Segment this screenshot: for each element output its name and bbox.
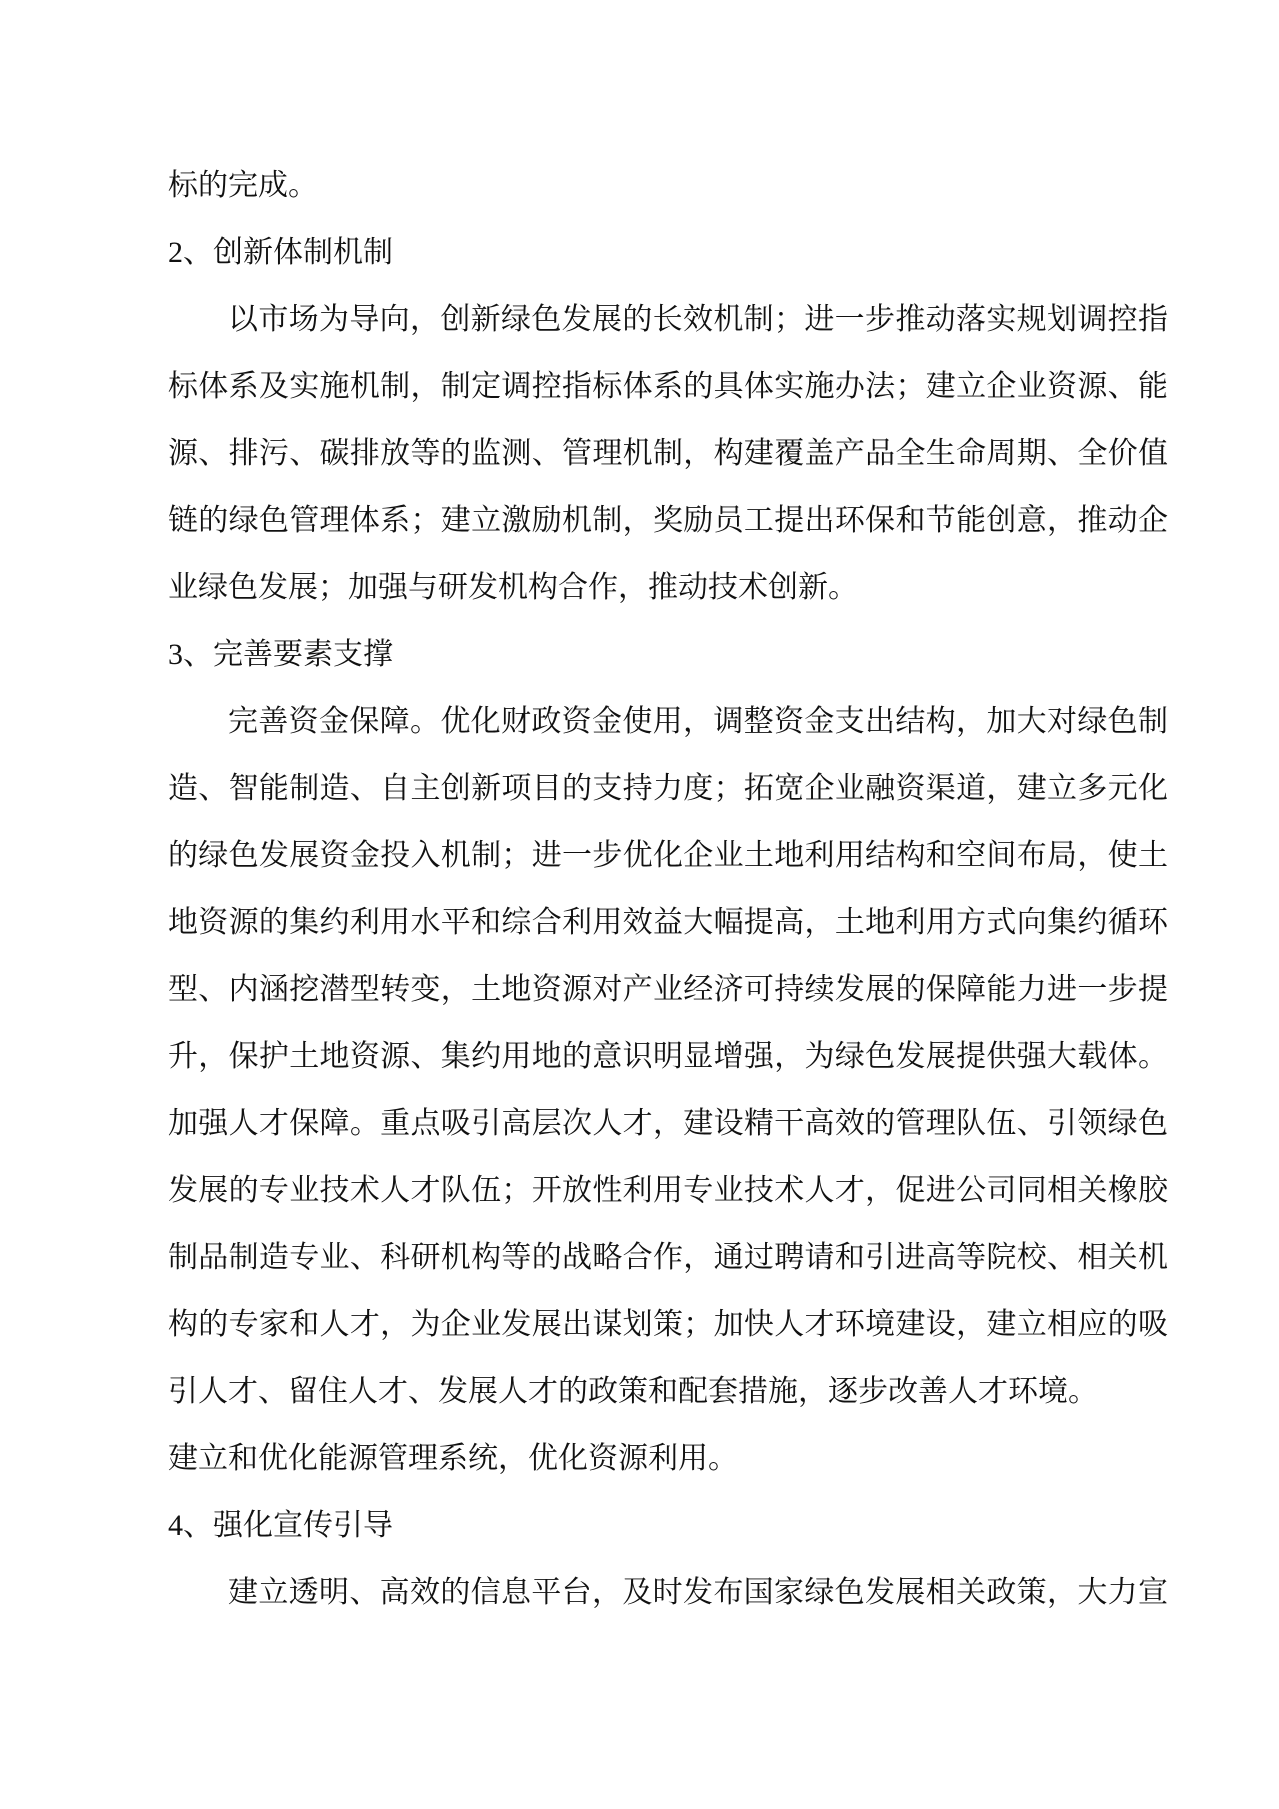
text-line: 业绿色发展；加强与研发机构合作，推动技术创新。 bbox=[168, 571, 858, 604]
document-content bbox=[168, 152, 1168, 1626]
text-line: 造、智能制造、自主创新项目的支持力度；拓宽企业融资渠道，建立多元化 bbox=[168, 772, 1168, 805]
text-line: 标的完成。 bbox=[168, 169, 318, 202]
text-line: 源、排污、碳排放等的监测、管理机制，构建覆盖产品全生命周期、全价值 bbox=[168, 437, 1168, 470]
text-line: 升，保护土地资源、集约用地的意识明显增强，为绿色发展提供强大载体。 bbox=[168, 1040, 1168, 1073]
text-line: 标体系及实施机制，制定调控指标体系的具体实施办法；建立企业资源、能 bbox=[168, 370, 1168, 403]
text-line: 型、内涵挖潜型转变，土地资源对产业经济可持续发展的保障能力进一步提 bbox=[168, 973, 1168, 1006]
text-line: 地资源的集约利用水平和综合利用效益大幅提高，土地利用方式向集约循环 bbox=[168, 906, 1168, 939]
text-line: 链的绿色管理体系；建立激励机制，奖励员工提出环保和节能创意，推动企 bbox=[168, 504, 1168, 537]
section-heading: 2、创新体制机制 bbox=[168, 236, 393, 269]
section-heading: 3、完善要素支撑 bbox=[168, 638, 393, 671]
text-line: 发展的专业技术人才队伍；开放性利用专业技术人才，促进公司同相关橡胶 bbox=[168, 1174, 1168, 1207]
text-line: 以市场为导向，创新绿色发展的长效机制；进一步推动落实规划调控指 bbox=[228, 303, 1168, 336]
text-line: 的绿色发展资金投入机制；进一步优化企业土地利用结构和空间布局，使土 bbox=[168, 839, 1168, 872]
text-line: 建立透明、高效的信息平台，及时发布国家绿色发展相关政策，大力宣 bbox=[228, 1576, 1168, 1609]
text-line: 引人才、留住人才、发展人才的政策和配套措施，逐步改善人才环境。 bbox=[168, 1375, 1098, 1408]
text-line: 完善资金保障。优化财政资金使用，调整资金支出结构，加大对绿色制 bbox=[228, 705, 1168, 738]
text-line: 加强人才保障。重点吸引高层次人才，建设精干高效的管理队伍、引领绿色 bbox=[168, 1107, 1168, 1140]
text-line: 建立和优化能源管理系统，优化资源利用。 bbox=[168, 1442, 738, 1475]
section-heading: 4、强化宣传引导 bbox=[168, 1509, 393, 1542]
text-line: 构的专家和人才，为企业发展出谋划策；加快人才环境建设，建立相应的吸 bbox=[168, 1308, 1168, 1341]
text-line: 制品制造专业、科研机构等的战略合作，通过聘请和引进高等院校、相关机 bbox=[168, 1241, 1168, 1274]
